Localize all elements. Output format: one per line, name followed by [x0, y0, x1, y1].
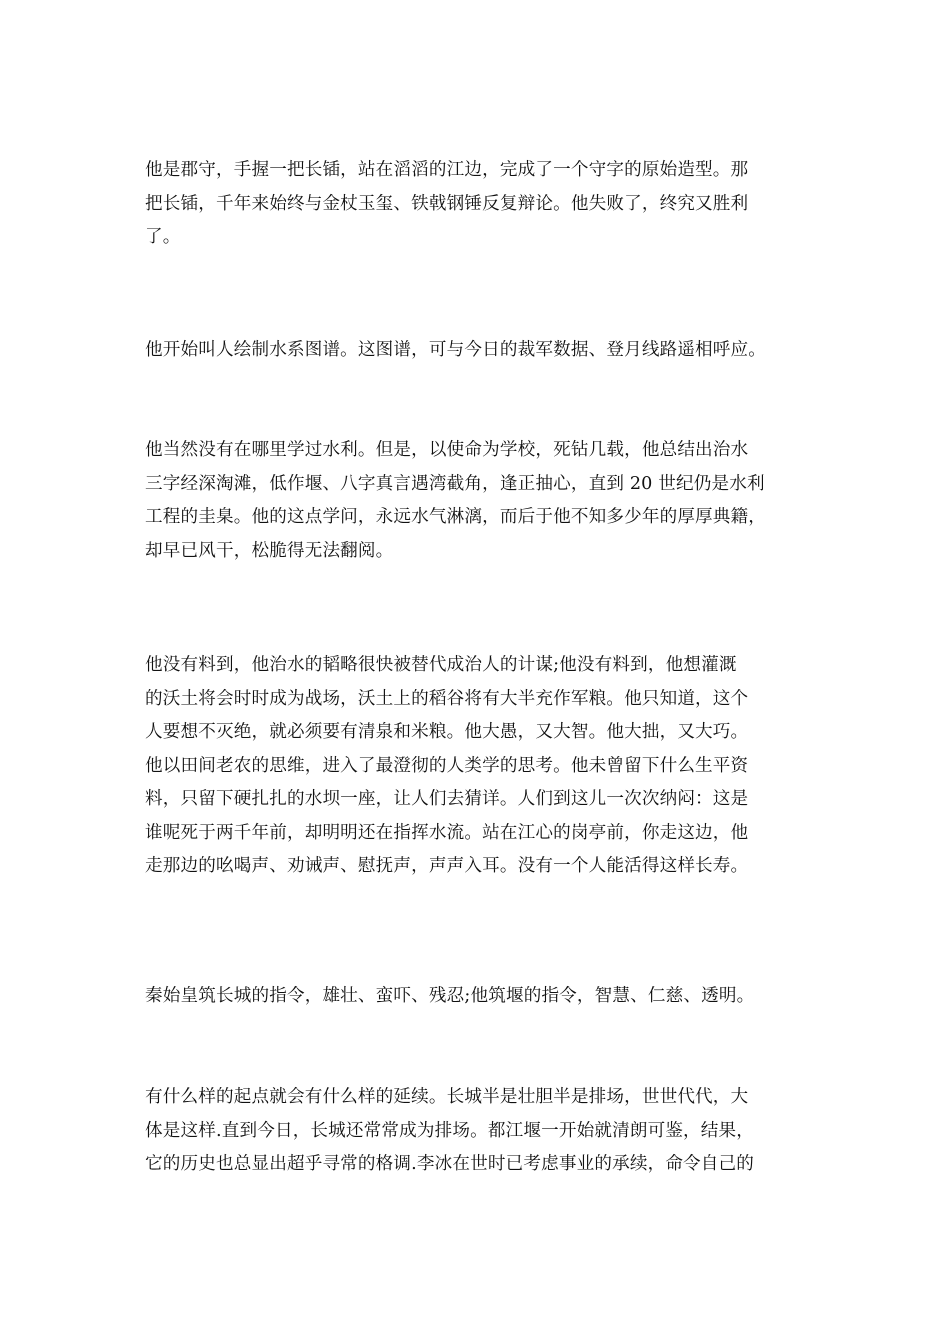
text-line: 他没有料到，他治水的韬略很快被替代成治人的计谋;他没有料到，他想灌溉 — [145, 655, 737, 675]
paragraph-6 — [145, 1081, 825, 1182]
text-line: 却早已风干，松脆得无法翻阅。 — [145, 540, 394, 561]
text-line: 他以田间老农的思维，进入了最澄彻的人类学的思考。他未曾留下什么生平资 — [145, 755, 749, 776]
text-line: 谁呢死于两千年前，却明明还在指挥水流。站在江心的岗亭前，你走这边，他 — [145, 822, 749, 843]
text-line: 体是这样.直到今日，长城还常常成为排场。都江堰一开始就清朗可鉴，结果， — [145, 1120, 755, 1141]
text-line: 人要想不灭绝，就必须要有清泉和米粮。他大愚，又大智。他大拙，又大巧。 — [145, 722, 749, 742]
text-line: 它的历史也总显出超乎寻常的格调.李冰在世时已考虑事业的承续，命令自己的 — [145, 1154, 755, 1174]
paragraph-4 — [145, 649, 825, 884]
text-line: 工程的圭臬。他的这点学问，永远水气淋漓，而后于他不知多少年的厚厚典籍， — [145, 507, 767, 527]
text-line: 走那边的吆喝声、劝诫声、慰抚声，声声入耳。没有一个人能活得这样长寿。 — [145, 856, 749, 876]
paragraph-3 — [145, 434, 825, 568]
text-line: 料，只留下硬扎扎的水坝一座，让人们去猜详。人们到这儿一次次纳闷：这是 — [145, 789, 749, 809]
text-line: 的沃土将会时时成为战场，沃土上的稻谷将有大半充作军粮。他只知道，这个 — [145, 688, 749, 709]
paragraph-1 — [145, 154, 825, 255]
text-line: 他开始叫人绘制水系图谱。这图谱，可与今日的裁军数据、登月线路遥相呼应。 — [145, 340, 767, 360]
text-line: 有什么样的起点就会有什么样的延续。长城半是壮胆半是排场，世世代代，大 — [145, 1087, 749, 1107]
text-line: 秦始皇筑长城的指令，雄壮、蛮吓、残忍;他筑堰的指令，智慧、仁慈、透明。 — [145, 986, 755, 1006]
text-line: 了。 — [145, 227, 181, 247]
text-line: 把长锸，千年来始终与金杖玉玺、铁戟钢锤反复辩论。他失败了，终究又胜利 — [145, 193, 749, 214]
paragraph-2 — [145, 334, 825, 368]
text-line: 三字经深淘滩，低作堰、八字真言遇湾截角，逢正抽心，直到 20 世纪仍是水利 — [145, 473, 765, 494]
text-line: 他当然没有在哪里学过水利。但是，以使命为学校，死钻几载，他总结出治水 — [145, 440, 749, 460]
paragraph-5 — [145, 980, 825, 1014]
text-line: 他是郡守，手握一把长锸，站在滔滔的江边，完成了一个守字的原始造型。那 — [145, 160, 749, 180]
